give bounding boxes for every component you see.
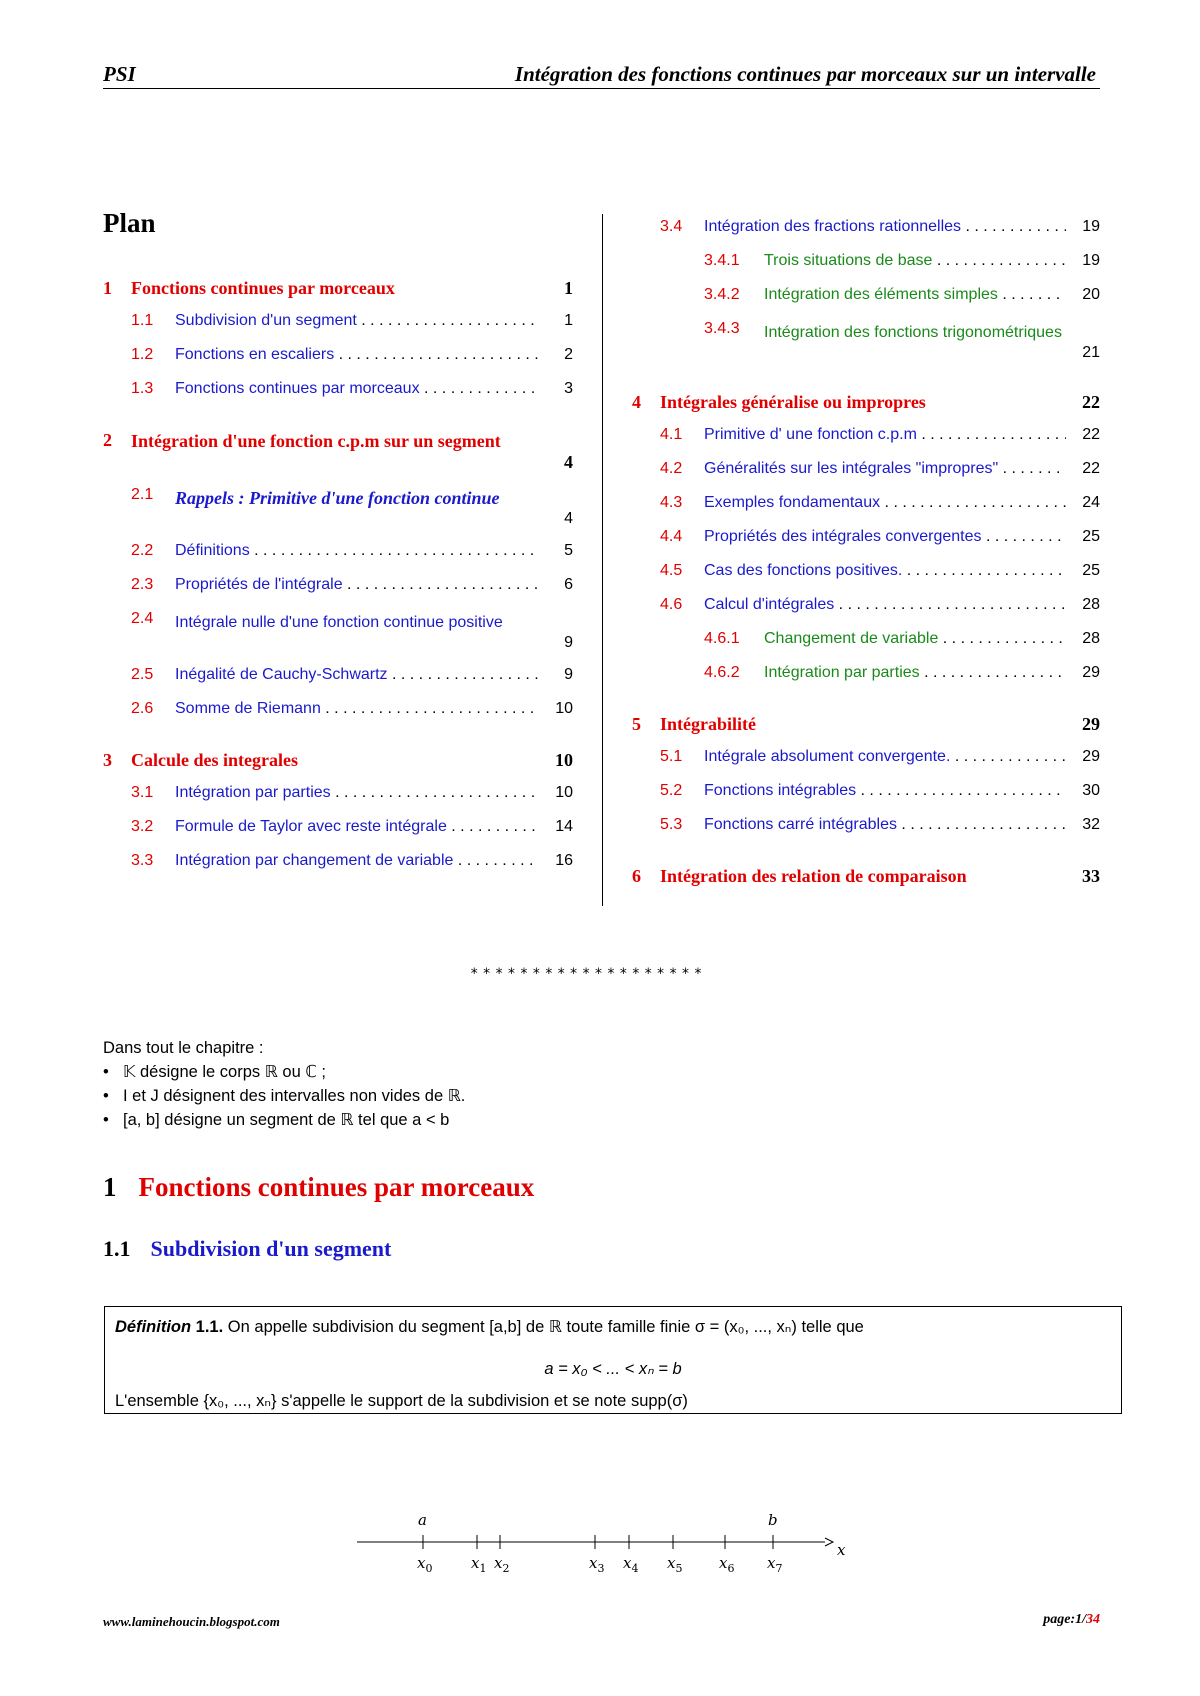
toc-number: 3.4.2: [704, 286, 740, 303]
toc-page: 6: [564, 576, 573, 593]
toc-title: Définitions . . .: [175, 542, 539, 560]
toc-page: 33: [1082, 866, 1100, 886]
toc-title: Exemples fondamentaux . . .: [704, 494, 1066, 512]
toc-title: Fonctions en escaliers . . .: [175, 346, 539, 364]
intro-bullet: • I et J désignent des intervalles non vides de ℝ.: [103, 1087, 466, 1105]
toc-number: 4.5: [660, 562, 683, 579]
toc-page: 14: [555, 818, 573, 835]
toc-number: 1: [103, 278, 112, 298]
toc-left-column: [103, 278, 573, 918]
toc-number: 1.2: [131, 346, 154, 363]
intro-bullet: • 𝕂 désigne le corps ℝ ou ℂ ;: [103, 1063, 327, 1081]
toc-title: Calcule des integrales: [131, 750, 298, 770]
toc-page: 29: [1082, 664, 1100, 681]
toc-entry-2-2[interactable]: [103, 542, 573, 570]
toc-number: 4: [632, 392, 641, 412]
toc-page: 2: [564, 346, 573, 363]
toc-entry-4-6[interactable]: [632, 596, 1100, 624]
footer-url[interactable]: www.laminehoucin.blogspot.com: [103, 1614, 280, 1629]
definition-box: [104, 1306, 1122, 1414]
toc-entry-5-1[interactable]: [632, 748, 1100, 776]
section-title: Fonctions continues par morceaux: [138, 1172, 535, 1202]
toc-number: 4.6: [660, 596, 683, 613]
toc-number: 2.3: [131, 576, 154, 593]
toc-number: 4.1: [660, 426, 683, 443]
toc-entry-3-4-3[interactable]: [632, 320, 1100, 370]
toc-page: 16: [555, 852, 573, 869]
toc-page: 4: [564, 452, 573, 472]
section-heading: [103, 1172, 534, 1203]
toc-entry-4-6-2[interactable]: [632, 664, 1100, 692]
subsection-title: Subdivision d'un segment: [150, 1236, 392, 1261]
toc-entry-4-4[interactable]: [632, 528, 1100, 556]
definition-support-line: L'ensemble {x₀, ..., xₙ} s'appelle le support de la subdivision et se note supp(σ): [115, 1392, 688, 1410]
toc-number: 1.3: [131, 380, 154, 397]
toc-page: 19: [1082, 252, 1100, 269]
toc-title: Généralités sur les intégrales "impropres" . . .: [704, 460, 1066, 478]
toc-entry-2-5[interactable]: [103, 666, 573, 694]
toc-page: 10: [555, 750, 573, 770]
toc-title: Propriétés des intégrales convergentes . . .: [704, 528, 1066, 546]
toc-number: 2.4: [131, 610, 154, 627]
toc-number: 4.3: [660, 494, 683, 511]
toc-section-1[interactable]: [103, 278, 573, 306]
subsection-heading: [103, 1236, 391, 1262]
subsection-number: 1.1: [103, 1236, 131, 1261]
toc-title: Fonctions continues par morceaux . . .: [175, 380, 539, 398]
toc-page: 29: [1082, 748, 1100, 765]
toc-page: 9: [564, 666, 573, 683]
toc-number: 3.3: [131, 852, 154, 869]
toc-title: Fonctions intégrables . . .: [704, 782, 1066, 800]
toc-title: Intégration par parties . . .: [764, 664, 1066, 682]
toc-section-3[interactable]: [103, 750, 573, 778]
toc-title: Intégration par parties . . .: [175, 784, 539, 802]
toc-title: Inégalité de Cauchy-Schwartz . . .: [175, 666, 539, 684]
tick-label: $x_4$: [623, 1554, 639, 1575]
toc-title: Fonctions continues par morceaux: [131, 278, 395, 298]
toc-entry-2-6[interactable]: [103, 700, 573, 728]
toc-title: Intégrales généralise ou impropres: [660, 392, 926, 412]
toc-number: 3: [103, 750, 112, 770]
toc-entry-4-5[interactable]: [632, 562, 1100, 590]
axis-label: x: [837, 1541, 846, 1559]
toc-number: 2.5: [131, 666, 154, 683]
toc-entry-4-6-1[interactable]: [632, 630, 1100, 658]
toc-entry-4-1[interactable]: [632, 426, 1100, 454]
intro-block: [103, 1036, 465, 1132]
toc-number: 5.1: [660, 748, 683, 765]
toc-page: 9: [564, 634, 573, 651]
toc-title: Rappels : Primitive d'une fonction continue: [175, 488, 500, 508]
toc-section-4[interactable]: [632, 392, 1100, 420]
tick-label: $x_3$: [589, 1554, 605, 1575]
toc-entry-4-2[interactable]: [632, 460, 1100, 488]
toc-page: 21: [1082, 344, 1100, 361]
toc-page: 25: [1082, 528, 1100, 545]
toc-title: Primitive d' une fonction c.p.m . . .: [704, 426, 1066, 444]
toc-page: 25: [1082, 562, 1100, 579]
toc-number: 2.6: [131, 700, 154, 717]
footer-page: page:1/34: [1043, 1612, 1100, 1627]
toc-section-6[interactable]: [632, 866, 1100, 894]
toc-title: Intégration des relation de comparaison: [660, 866, 967, 886]
toc-entry-3-4-1[interactable]: [632, 252, 1100, 280]
toc-title: Intégration d'une fonction c.p.m sur un segment: [131, 431, 501, 451]
toc-number: 3.4.3: [704, 320, 740, 337]
toc-entry-5-3[interactable]: [632, 816, 1100, 844]
toc-title: Intégrabilité: [660, 714, 756, 734]
toc-entry-1-1[interactable]: [103, 312, 573, 340]
toc-entry-1-2[interactable]: [103, 346, 573, 374]
toc-page: 5: [564, 542, 573, 559]
tick-label: $x_1$: [471, 1554, 487, 1575]
toc-number: 5: [632, 714, 641, 734]
toc-title: Subdivision d'un segment . . .: [175, 312, 539, 330]
toc-number: 2.1: [131, 486, 154, 503]
toc-page: 1: [564, 278, 573, 298]
toc-number: 5.3: [660, 816, 683, 833]
column-divider: [602, 214, 603, 906]
toc-page: 10: [555, 784, 573, 801]
running-header: [103, 60, 1100, 89]
tick-label: $x_7$: [767, 1554, 783, 1575]
toc-title: Fonctions carré intégrables . . .: [704, 816, 1066, 834]
toc-number: 3.4.1: [704, 252, 740, 269]
definition-line: Définition 1.1. On appelle subdivision du segment [a,b] de ℝ toute famille finie σ = (x₀, ..., xₙ) telle que: [115, 1318, 864, 1336]
intro-bullet: • [a, b] désigne un segment de ℝ tel que a < b: [103, 1111, 450, 1129]
endpoint-label: b: [768, 1511, 778, 1529]
tick-label: $x_2$: [494, 1554, 510, 1575]
toc-title: Intégrale absolument convergente. . . .: [704, 748, 1066, 766]
tick-label: $x_6$: [719, 1554, 735, 1575]
plan-title: Plan: [103, 208, 156, 238]
toc-number: 3.4: [660, 218, 683, 235]
toc-number: 5.2: [660, 782, 683, 799]
toc-title: Propriétés de l'intégrale . . .: [175, 576, 539, 594]
toc-number: 3.2: [131, 818, 154, 835]
intro-line: Dans tout le chapitre :: [103, 1039, 264, 1057]
toc-number: 4.6.2: [704, 664, 740, 681]
toc-number: 2.2: [131, 542, 154, 559]
toc-entry-2-1[interactable]: [103, 486, 573, 536]
toc-right-column: [632, 218, 1100, 918]
endpoint-label: a: [418, 1511, 427, 1529]
toc-number: 6: [632, 866, 641, 886]
separator-stars: *******************: [470, 966, 707, 982]
toc-page: 22: [1082, 426, 1100, 443]
toc-title: Somme de Riemann . . .: [175, 700, 539, 718]
subdivision-figure: [355, 1495, 855, 1585]
toc-title: Changement de variable . . .: [764, 630, 1066, 648]
toc-page: 10: [555, 700, 573, 717]
toc-title: Intégrale nulle d'une fonction continue positive: [175, 614, 503, 631]
toc-section-2[interactable]: [103, 430, 573, 480]
toc-title: Intégration des fonctions trigonométriques: [764, 324, 1062, 341]
toc-page: 19: [1082, 218, 1100, 235]
toc-title: Intégration par changement de variable . . .: [175, 852, 539, 870]
toc-page: 20: [1082, 286, 1100, 303]
toc-title: Trois situations de base . . .: [764, 252, 1066, 270]
toc-page: 32: [1082, 816, 1100, 833]
toc-page: 4: [564, 510, 573, 527]
toc-number: 4.6.1: [704, 630, 740, 647]
toc-title: Formule de Taylor avec reste intégrale . . .: [175, 818, 539, 836]
toc-entry-3-1[interactable]: [103, 784, 573, 812]
toc-number: 4.2: [660, 460, 683, 477]
toc-page: 22: [1082, 460, 1100, 477]
tick-label: $x_0$: [417, 1554, 433, 1575]
toc-page: 29: [1082, 714, 1100, 734]
toc-title: Cas des fonctions positives. . . .: [704, 562, 1066, 580]
toc-page: 1: [564, 312, 573, 329]
toc-entry-5-2[interactable]: [632, 782, 1100, 810]
toc-entry-3-2[interactable]: [103, 818, 573, 846]
header-title: Intégration des fonctions continues par morceaux sur un intervalle: [514, 62, 1096, 86]
toc-entry-2-4[interactable]: [103, 610, 573, 660]
toc-title: Calcul d'intégrales . . .: [704, 596, 1066, 614]
toc-title: Intégration des éléments simples . . .: [764, 286, 1066, 304]
toc-page: 28: [1082, 630, 1100, 647]
toc-number: 3.1: [131, 784, 154, 801]
toc-entry-2-3[interactable]: [103, 576, 573, 604]
toc-entry-3-4[interactable]: [632, 218, 1100, 246]
toc-number: 1.1: [131, 312, 154, 329]
toc-number: 4.4: [660, 528, 683, 545]
toc-entry-4-3[interactable]: [632, 494, 1100, 522]
toc-entry-3-3[interactable]: [103, 852, 573, 880]
toc-page: 24: [1082, 494, 1100, 511]
section-number: 1: [103, 1172, 117, 1202]
definition-formula: a = x₀ < ... < xₙ = b: [544, 1360, 682, 1378]
toc-number: 2: [103, 430, 112, 450]
toc-page: 22: [1082, 392, 1100, 412]
header-left: PSI: [103, 62, 136, 86]
toc-page: 28: [1082, 596, 1100, 613]
toc-section-5[interactable]: [632, 714, 1100, 742]
toc-page: 3: [564, 380, 573, 397]
toc-entry-1-3[interactable]: [103, 380, 573, 408]
toc-title: Intégration des fractions rationnelles . . .: [704, 218, 1066, 236]
toc-entry-3-4-2[interactable]: [632, 286, 1100, 314]
tick-label: $x_5$: [667, 1554, 683, 1575]
toc-page: 30: [1082, 782, 1100, 799]
axis-arrow: [825, 1538, 833, 1546]
